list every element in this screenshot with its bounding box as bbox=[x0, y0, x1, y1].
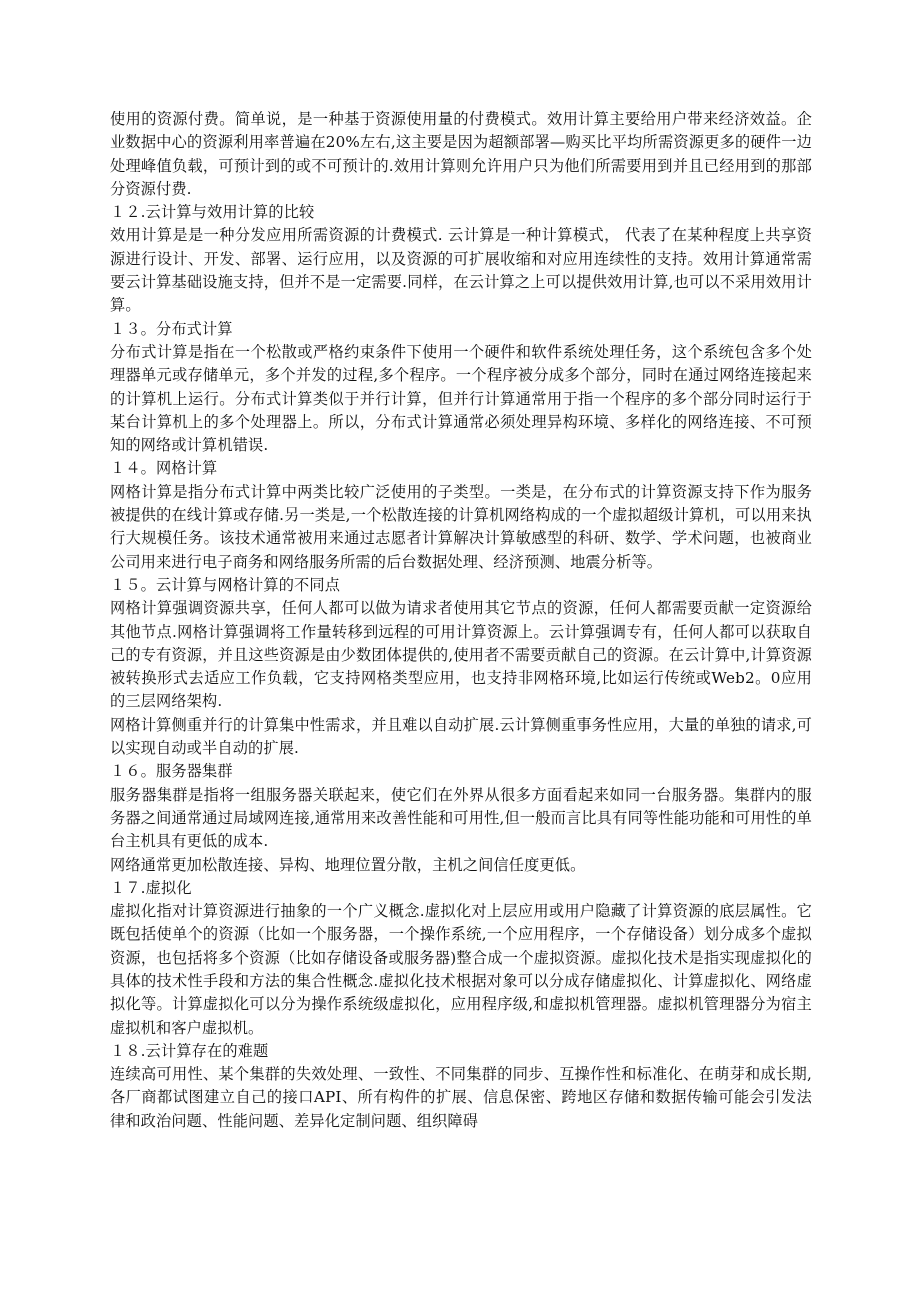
heading-15: １５。云计算与网格计算的不同点 bbox=[110, 575, 341, 594]
heading-18: １８.云计算存在的难题 bbox=[110, 1041, 269, 1060]
paragraph-cloud-challenges: 连续高可用性、某个集群的失效处理、一致性、不同集群的同步、互操作性和标准化、在萌芽和成长期,各厂商都试图建立自己的接口API、所有构件的扩展、信息保密、跨地区存储和数据传输可能会引发法律和政治问题、性能问题、差异化定制问题、组织障碍 bbox=[110, 1065, 812, 1130]
heading-13: １３。分布式计算 bbox=[110, 319, 233, 338]
paragraph-virtualization: 虚拟化指对计算资源进行抽象的一个广义概念.虚拟化对上层应用或用户隐藏了计算资源的底层属性。它既包括使单个的资源（比如一个服务器，一个操作系统,一个应用程序，一个存储设备）划分成多个虚拟资源，也包括将多个资源（比如存储设备或服务器)整合成一个虚拟资源。虚拟化技术是指实现虚拟化的具体的技术性手段和方法的集合性概念.虚拟化技术根据对象可以分成存储虚拟化、计算虚拟化、网络虚拟化等。计算虚拟化可以分为操作系统级虚拟化，应用程序级,和虚拟机管理器。虚拟机管理器分为宿主虚拟机和客户虚拟机。 bbox=[110, 902, 812, 1037]
paragraph-server-cluster: 服务器集群是指将一组服务器关联起来，使它们在外界从很多方面看起来如同一台服务器。集群内的服务器之间通常通过局域网连接,通常用来改善性能和可用性,但一般而言比具有同等性能功能和可用性的单台主机具有更低的成本. bbox=[110, 785, 812, 851]
paragraph-cloud-vs-grid-2: 网格计算侧重并行的计算集中性需求，并且难以自动扩展.云计算侧重事务性应用，大量的单独的请求,可以实现自动或半自动的扩展. bbox=[110, 715, 812, 758]
paragraph-cloud-vs-utility: 效用计算是是一种分发应用所需资源的计费模式. 云计算是一种计算模式， 代表了在某种程度上共享资源进行设计、开发、部署、运行应用，以及资源的可扩展收缩和对应用连续性的支持。效用计算通常需要云计算基础设施支持，但并不是一定需要.同样，在云计算之上可以提供效用计算,也可以不采用效用计算。 bbox=[110, 226, 812, 315]
heading-12: １２.云计算与效用计算的比较 bbox=[110, 203, 315, 222]
paragraph-server-cluster-2: 网络通常更加松散连接、异构、地理位置分散，主机之间信任度更低。 bbox=[110, 855, 586, 874]
paragraph-cloud-vs-grid: 网格计算强调资源共享，任何人都可以做为请求者使用其它节点的资源，任何人都需要贡献一定资源给其他节点.网格计算强调将工作量转移到远程的可用计算资源上。云计算强调专有，任何人都可以获取自己的专有资源，并且这些资源是由少数团体提供的,使用者不需要贡献自己的资源。在云计算中,计算资源被转换形式去适应工作负载，它支持网格类型应用，也支持非网格环境,比如运行传统或Web2。0应用的三层网络架构. bbox=[110, 599, 812, 711]
heading-17: １７.虚拟化 bbox=[110, 878, 192, 897]
heading-14: １４。网格计算 bbox=[110, 459, 218, 478]
paragraph-distributed-computing: 分布式计算是指在一个松散或严格约束条件下使用一个硬件和软件系统处理任务，这个系统包含多个处理器单元或存储单元，多个并发的过程,多个程序。一个程序被分成多个部分，同时在通过网络连接起来的计算机上运行。分布式计算类似于并行计算，但并行计算通常用于指一个程序的多个部分同时运行于某台计算机上的多个处理器上。所以，分布式计算通常必须处理异构环境、多样化的网络连接、不可预知的网络或计算机错误. bbox=[110, 342, 812, 455]
paragraph-utility-billing: 使用的资源付费。简单说，是一种基于资源使用量的付费模式。效用计算主要给用户带来经济效益。企业数据中心的资源利用率普遍在20%左右,这主要是因为超额部署—购买比平均所需资源更多的硬件一边处理峰值负载，可预计到的或不可预计的.效用计算则允许用户只为他们所需要用到并且已经用到的那部分资源付费. bbox=[110, 110, 812, 198]
document-body bbox=[110, 108, 812, 1133]
paragraph-grid-computing: 网格计算是指分布式计算中两类比较广泛使用的子类型。一类是，在分布式的计算资源支持下作为服务被提供的在线计算或存储.另一类是,一个松散连接的计算机网络构成的一个虚拟超级计算机，可以用来执行大规模任务。该技术通常被用来通过志愿者计算解决计算敏感型的科研、数学、学术问题，也被商业公司用来进行电子商务和网络服务所需的后台数据处理、经济预测、地震分析等。 bbox=[110, 482, 812, 571]
heading-16: １６。服务器集群 bbox=[110, 762, 233, 781]
